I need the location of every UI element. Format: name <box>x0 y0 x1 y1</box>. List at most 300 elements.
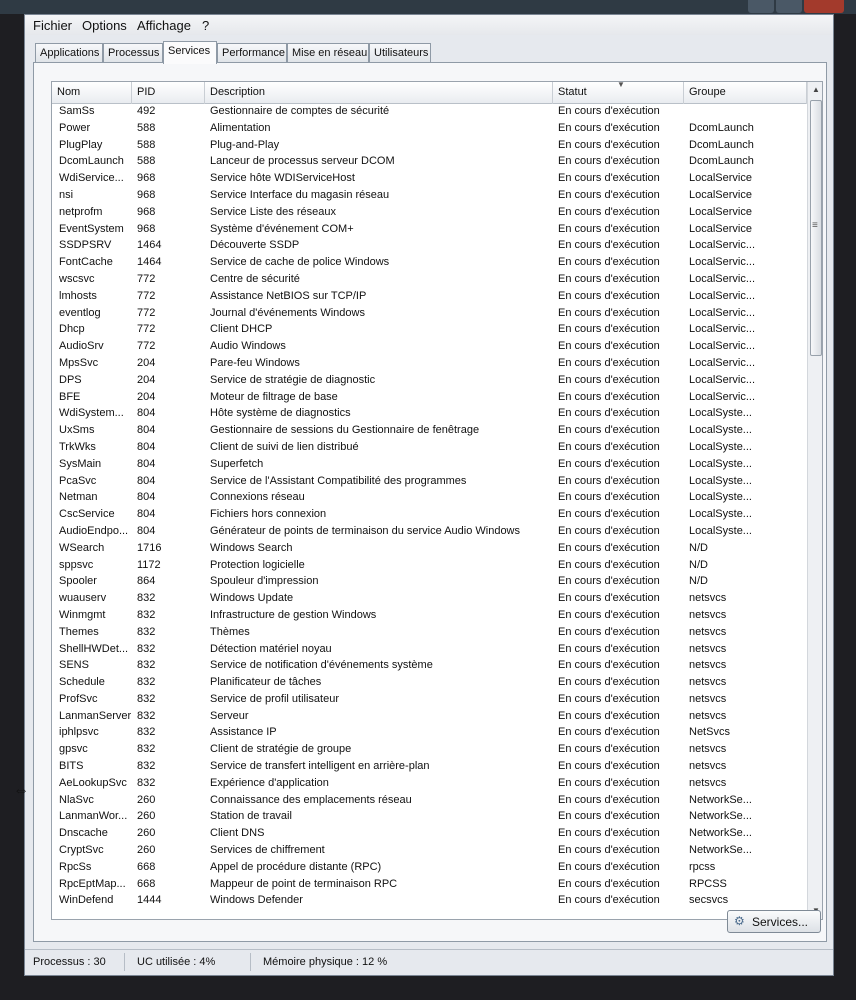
cell-group: DcomLaunch <box>689 155 754 168</box>
cell-pid: 588 <box>137 155 156 168</box>
cell-description: Générateur de points de terminaison du service Audio Windows <box>210 524 521 537</box>
cell-status: En cours d'exécution <box>558 390 660 403</box>
cell-description: Service de transfert intelligent en arrière-plan <box>210 760 430 773</box>
cell-description: Infrastructure de gestion Windows <box>210 608 377 621</box>
cell-status: En cours d'exécution <box>558 743 660 756</box>
status-cpu: UC utilisée : 4% <box>137 956 216 968</box>
column-header-pid[interactable]: PID <box>132 82 205 104</box>
cell-description: Spouleur d'impression <box>210 575 319 588</box>
status-divider <box>124 953 125 971</box>
table-row[interactable] <box>52 373 807 390</box>
cell-name: Schedule <box>59 676 105 689</box>
cell-description: Alimentation <box>210 121 271 134</box>
cell-group: LocalServic... <box>689 256 756 269</box>
cell-description: Service de stratégie de diagnostic <box>210 373 376 386</box>
cell-name: PlugPlay <box>59 138 103 151</box>
table-row[interactable] <box>52 692 807 709</box>
cell-pid: 968 <box>137 172 156 185</box>
cell-pid: 968 <box>137 222 156 235</box>
cell-group: LocalSyste... <box>689 407 752 420</box>
table-row[interactable] <box>52 877 807 894</box>
task-manager-window <box>24 14 834 976</box>
table-row[interactable] <box>52 154 807 171</box>
services-button-label: Services... <box>752 915 809 929</box>
tab-networking[interactable]: Mise en réseau <box>287 43 369 63</box>
cell-description: Détection matériel noyau <box>210 642 332 655</box>
cell-status: En cours d'exécution <box>558 188 660 201</box>
cell-pid: 772 <box>137 306 156 319</box>
cell-pid: 804 <box>137 424 156 437</box>
scroll-up-icon[interactable]: ▲ <box>812 85 820 94</box>
table-row[interactable] <box>52 574 807 591</box>
cell-group: LocalServic... <box>689 239 756 252</box>
cell-pid: 772 <box>137 289 156 302</box>
cell-status: En cours d'exécution <box>558 676 660 689</box>
cell-name: AeLookupSvc <box>59 776 127 789</box>
cell-status: En cours d'exécution <box>558 877 660 890</box>
cell-status: En cours d'exécution <box>558 608 660 621</box>
cell-status: En cours d'exécution <box>558 491 660 504</box>
table-row[interactable] <box>52 608 807 625</box>
cell-pid: 1444 <box>137 894 162 907</box>
cell-pid: 832 <box>137 625 156 638</box>
table-row[interactable] <box>52 339 807 356</box>
cell-group: LocalServic... <box>689 356 756 369</box>
column-header-group[interactable]: Groupe <box>684 82 807 104</box>
cell-group: LocalService <box>689 205 752 218</box>
grip-icon: ≡ <box>812 220 818 231</box>
cell-name: WdiSystem... <box>59 407 124 420</box>
cell-group: secsvcs <box>689 894 729 907</box>
cell-group: LocalServic... <box>689 340 756 353</box>
cell-name: sppsvc <box>59 558 94 571</box>
table-row[interactable] <box>52 725 807 742</box>
cell-status: En cours d'exécution <box>558 138 660 151</box>
cell-pid: 1716 <box>137 541 162 554</box>
cell-group: LocalSyste... <box>689 474 752 487</box>
cell-pid: 204 <box>137 390 156 403</box>
cell-status: En cours d'exécution <box>558 356 660 369</box>
cell-pid: 832 <box>137 776 156 789</box>
table-row[interactable] <box>52 306 807 323</box>
cell-description: Windows Defender <box>210 894 303 907</box>
cell-name: SamSs <box>59 105 95 117</box>
cell-name: NlaSvc <box>59 793 94 806</box>
cell-pid: 832 <box>137 642 156 655</box>
cell-status: En cours d'exécution <box>558 222 660 235</box>
table-row[interactable] <box>52 457 807 474</box>
cell-description: Service hôte WDIServiceHost <box>210 172 355 185</box>
table-row[interactable] <box>52 776 807 793</box>
tab-performance[interactable]: Performance <box>217 43 287 63</box>
cell-description: Audio Windows <box>210 340 286 353</box>
table-row[interactable] <box>52 474 807 491</box>
cell-description: Service de profil utilisateur <box>210 692 340 705</box>
cell-status: En cours d'exécution <box>558 508 660 521</box>
status-divider <box>250 953 251 971</box>
cell-description: Service de l'Assistant Compatibilité des programmes <box>210 474 467 487</box>
table-row[interactable] <box>52 793 807 810</box>
cell-name: Dnscache <box>59 827 108 840</box>
table-row[interactable] <box>52 893 807 910</box>
table-row[interactable] <box>52 255 807 272</box>
cell-group: LocalService <box>689 188 752 201</box>
table-row[interactable] <box>52 390 807 407</box>
cell-status: En cours d'exécution <box>558 272 660 285</box>
cell-group: N/D <box>689 558 708 571</box>
table-row[interactable] <box>52 171 807 188</box>
cell-pid: 668 <box>137 877 156 890</box>
menu-view[interactable]: Affichage <box>137 18 191 33</box>
cell-name: PcaSvc <box>59 474 97 487</box>
cell-group: LocalSyste... <box>689 457 752 470</box>
table-row[interactable] <box>52 759 807 776</box>
window-titlebar <box>0 0 856 14</box>
cell-description: Services de chiffrement <box>210 844 325 857</box>
cell-status: En cours d'exécution <box>558 155 660 168</box>
cell-name: Spooler <box>59 575 97 588</box>
cell-status: En cours d'exécution <box>558 625 660 638</box>
cell-status: En cours d'exécution <box>558 793 660 806</box>
cell-pid: 260 <box>137 810 156 823</box>
table-row[interactable] <box>52 289 807 306</box>
list-rows <box>52 104 807 919</box>
cell-name: LanmanServer <box>59 709 132 722</box>
table-row[interactable] <box>52 238 807 255</box>
cell-description: Superfetch <box>210 457 264 470</box>
cell-group: LocalServic... <box>689 289 756 302</box>
cell-status: En cours d'exécution <box>558 810 660 823</box>
table-row[interactable] <box>52 104 807 121</box>
table-row[interactable] <box>52 860 807 877</box>
cell-description: Moteur de filtrage de base <box>210 390 338 403</box>
cell-name: eventlog <box>59 306 101 319</box>
cell-group: netsvcs <box>689 592 727 605</box>
cell-pid: 772 <box>137 323 156 336</box>
menu-bar <box>25 15 833 35</box>
table-row[interactable] <box>52 188 807 205</box>
menu-help[interactable]: ? <box>202 18 210 33</box>
cell-status: En cours d'exécution <box>558 340 660 353</box>
cell-name: Dhcp <box>59 323 85 336</box>
cell-pid: 804 <box>137 440 156 453</box>
cell-name: Netman <box>59 491 98 504</box>
maximize-button[interactable] <box>776 0 802 13</box>
cell-group: netsvcs <box>689 625 727 638</box>
cell-pid: 1464 <box>137 239 162 252</box>
cell-description: Gestionnaire de sessions du Gestionnaire de fenêtrage <box>210 424 480 437</box>
cell-pid: 804 <box>137 491 156 504</box>
cell-group: LocalService <box>689 172 752 185</box>
table-row[interactable] <box>52 709 807 726</box>
cell-description: Journal d'événements Windows <box>210 306 365 319</box>
menu-options[interactable]: Options <box>82 18 127 33</box>
cell-pid: 588 <box>137 138 156 151</box>
cell-group: NetworkSe... <box>689 810 752 823</box>
cell-group: NetSvcs <box>689 726 730 739</box>
cell-name: Power <box>59 121 91 134</box>
cell-name: WinDefend <box>59 894 114 907</box>
table-row[interactable] <box>52 524 807 541</box>
table-row[interactable] <box>52 642 807 659</box>
cell-name: Winmgmt <box>59 608 106 621</box>
cell-pid: 832 <box>137 608 156 621</box>
cell-name: CscService <box>59 508 115 521</box>
cell-pid: 1464 <box>137 256 162 269</box>
cell-group: netsvcs <box>689 709 727 722</box>
scroll-thumb[interactable] <box>810 100 822 356</box>
cell-name: MpsSvc <box>59 356 99 369</box>
cell-description: Lanceur de processus serveur DCOM <box>210 155 395 168</box>
cell-description: Client de suivi de lien distribué <box>210 440 359 453</box>
table-row[interactable] <box>52 490 807 507</box>
cell-description: Windows Update <box>210 592 294 605</box>
cell-group: LocalSyste... <box>689 491 752 504</box>
cell-status: En cours d'exécution <box>558 692 660 705</box>
services-button[interactable] <box>727 910 821 933</box>
cell-description: Service Interface du magasin réseau <box>210 188 390 201</box>
table-row[interactable] <box>52 272 807 289</box>
tab-services[interactable]: Services <box>163 41 217 64</box>
cell-pid: 832 <box>137 726 156 739</box>
cell-pid: 1172 <box>137 558 161 571</box>
cell-description: Assistance NetBIOS sur TCP/IP <box>210 289 367 302</box>
table-row[interactable] <box>52 507 807 524</box>
cell-group: N/D <box>689 575 708 588</box>
cell-pid: 772 <box>137 340 156 353</box>
column-header-status[interactable]: Statut <box>553 82 684 104</box>
cell-pid: 260 <box>137 793 156 806</box>
cell-pid: 204 <box>137 373 156 386</box>
cell-group: LocalSyste... <box>689 440 752 453</box>
table-row[interactable] <box>52 406 807 423</box>
table-row[interactable] <box>52 843 807 860</box>
cell-description: Planificateur de tâches <box>210 676 322 689</box>
cell-description: Mappeur de point de terminaison RPC <box>210 877 398 890</box>
cell-group: LocalSyste... <box>689 424 752 437</box>
cell-pid: 804 <box>137 508 156 521</box>
cell-name: SENS <box>59 659 89 672</box>
cell-status: En cours d'exécution <box>558 760 660 773</box>
tab-applications[interactable]: Applications <box>35 43 103 63</box>
cell-description: Appel de procédure distante (RPC) <box>210 860 382 873</box>
cell-name: DPS <box>59 373 82 386</box>
cell-pid: 588 <box>137 121 156 134</box>
cell-status: En cours d'exécution <box>558 558 660 571</box>
cell-status: En cours d'exécution <box>558 894 660 907</box>
table-row[interactable] <box>52 591 807 608</box>
cell-status: En cours d'exécution <box>558 776 660 789</box>
cell-description: Service de cache de police Windows <box>210 256 390 269</box>
cell-status: En cours d'exécution <box>558 172 660 185</box>
table-row[interactable] <box>52 121 807 138</box>
cell-name: TrkWks <box>59 440 96 453</box>
cell-name: AudioSrv <box>59 340 104 353</box>
table-row[interactable] <box>52 541 807 558</box>
cell-pid: 260 <box>137 844 156 857</box>
cell-status: En cours d'exécution <box>558 827 660 840</box>
cell-description: Hôte système de diagnostics <box>210 407 351 420</box>
cell-group: netsvcs <box>689 659 727 672</box>
table-row[interactable] <box>52 826 807 843</box>
cell-name: FontCache <box>59 256 113 269</box>
cell-description: Centre de sécurité <box>210 272 300 285</box>
table-row[interactable] <box>52 423 807 440</box>
cell-group: netsvcs <box>689 743 727 756</box>
sort-down-icon: ▼ <box>617 81 625 89</box>
cell-status: En cours d'exécution <box>558 457 660 470</box>
cell-name: DcomLaunch <box>59 155 124 168</box>
tab-users[interactable]: Utilisateurs <box>369 43 431 63</box>
cell-group: NetworkSe... <box>689 844 752 857</box>
cell-description: Station de travail <box>210 810 292 823</box>
cell-group: LocalSyste... <box>689 524 752 537</box>
cell-description: Connaissance des emplacements réseau <box>210 793 412 806</box>
column-header-name[interactable]: Nom <box>52 82 132 104</box>
cell-group: LocalServic... <box>689 323 756 336</box>
table-row[interactable] <box>52 742 807 759</box>
status-memory: Mémoire physique : 12 % <box>263 956 388 968</box>
cell-name: nsi <box>59 188 74 201</box>
cell-name: BITS <box>59 760 84 773</box>
cell-name: wscsvc <box>59 272 95 285</box>
cell-description: Pare-feu Windows <box>210 356 300 369</box>
cell-description: Assistance IP <box>210 726 277 739</box>
cell-name: SSDPSRV <box>59 239 112 252</box>
cell-group: netsvcs <box>689 776 727 789</box>
cell-status: En cours d'exécution <box>558 541 660 554</box>
cell-group: netsvcs <box>689 608 727 621</box>
table-row[interactable] <box>52 205 807 222</box>
table-row[interactable] <box>52 675 807 692</box>
cell-group: LocalServic... <box>689 373 756 386</box>
cell-name: AudioEndpo... <box>59 524 129 537</box>
cell-pid: 492 <box>137 105 156 117</box>
cell-name: BFE <box>59 390 81 403</box>
cell-name: RpcSs <box>59 860 92 873</box>
cell-name: wuauserv <box>59 592 107 605</box>
cell-name: iphlpsvc <box>59 726 99 739</box>
cell-name: LanmanWor... <box>59 810 128 823</box>
cell-pid: 668 <box>137 860 156 873</box>
cell-name: lmhosts <box>59 289 97 302</box>
cell-pid: 772 <box>137 272 156 285</box>
cell-pid: 832 <box>137 676 156 689</box>
vertical-scrollbar[interactable] <box>807 82 823 919</box>
tab-processes[interactable]: Processus <box>103 43 163 63</box>
cell-description: Expérience d'application <box>210 776 329 789</box>
cell-status: En cours d'exécution <box>558 205 660 218</box>
cell-description: Client de stratégie de groupe <box>210 743 352 756</box>
cell-description: Découverte SSDP <box>210 239 300 252</box>
cell-pid: 832 <box>137 743 156 756</box>
cell-name: ShellHWDet... <box>59 642 129 655</box>
cell-group: NetworkSe... <box>689 793 752 806</box>
cell-status: En cours d'exécution <box>558 474 660 487</box>
cell-status: En cours d'exécution <box>558 659 660 672</box>
cell-description: Connexions réseau <box>210 491 305 504</box>
cell-group: RPCSS <box>689 877 727 890</box>
cell-pid: 832 <box>137 692 156 705</box>
cell-status: En cours d'exécution <box>558 844 660 857</box>
cell-status: En cours d'exécution <box>558 424 660 437</box>
cell-pid: 204 <box>137 356 156 369</box>
cell-group: netsvcs <box>689 642 727 655</box>
cell-status: En cours d'exécution <box>558 592 660 605</box>
close-button[interactable] <box>804 0 844 13</box>
cell-description: Serveur <box>210 709 249 722</box>
minimize-button[interactable] <box>748 0 774 13</box>
table-row[interactable] <box>52 322 807 339</box>
cell-pid: 804 <box>137 474 156 487</box>
cell-status: En cours d'exécution <box>558 726 660 739</box>
cell-group: NetworkSe... <box>689 827 752 840</box>
cell-status: En cours d'exécution <box>558 105 660 117</box>
cell-group: netsvcs <box>689 760 727 773</box>
cell-description: Protection logicielle <box>210 558 305 571</box>
cell-name: WdiService... <box>59 172 124 185</box>
cell-pid: 804 <box>137 407 156 420</box>
table-row[interactable] <box>52 658 807 675</box>
table-row[interactable] <box>52 625 807 642</box>
cell-group: LocalServic... <box>689 272 756 285</box>
cell-description: Client DNS <box>210 827 265 840</box>
cell-status: En cours d'exécution <box>558 709 660 722</box>
cell-pid: 832 <box>137 709 156 722</box>
cell-status: En cours d'exécution <box>558 407 660 420</box>
table-row[interactable] <box>52 440 807 457</box>
cell-pid: 968 <box>137 205 156 218</box>
list-header <box>52 82 807 104</box>
cell-pid: 832 <box>137 760 156 773</box>
menu-file[interactable]: Fichier <box>33 18 73 33</box>
services-panel <box>33 62 827 942</box>
table-row[interactable] <box>52 809 807 826</box>
cell-name: WSearch <box>59 541 105 554</box>
cell-name: netprofm <box>59 205 103 218</box>
table-row[interactable] <box>52 558 807 575</box>
resize-cursor-icon: ⇔ <box>13 782 29 799</box>
cell-group: LocalServic... <box>689 390 756 403</box>
cell-description: Client DHCP <box>210 323 273 336</box>
services-list[interactable] <box>51 81 823 920</box>
cell-description: Gestionnaire de comptes de sécurité <box>210 105 390 117</box>
cell-name: ProfSvc <box>59 692 98 705</box>
cell-pid: 864 <box>137 575 156 588</box>
cell-pid: 832 <box>137 659 156 672</box>
cell-pid: 260 <box>137 827 156 840</box>
cell-name: CryptSvc <box>59 844 104 857</box>
cell-group: N/D <box>689 541 708 554</box>
cell-name: SysMain <box>59 457 102 470</box>
table-row[interactable] <box>52 356 807 373</box>
cell-name: Themes <box>59 625 99 638</box>
cell-status: En cours d'exécution <box>558 440 660 453</box>
cell-description: Fichiers hors connexion <box>210 508 327 521</box>
table-row[interactable] <box>52 222 807 239</box>
cell-group: LocalServic... <box>689 306 756 319</box>
cell-status: En cours d'exécution <box>558 239 660 252</box>
table-row[interactable] <box>52 138 807 155</box>
cell-status: En cours d'exécution <box>558 524 660 537</box>
cell-status: En cours d'exécution <box>558 289 660 302</box>
cell-pid: 804 <box>137 457 156 470</box>
cell-description: Service de notification d'événements système <box>210 659 433 672</box>
cell-description: Système d'événement COM+ <box>210 222 354 235</box>
cell-status: En cours d'exécution <box>558 373 660 386</box>
cell-status: En cours d'exécution <box>558 642 660 655</box>
column-header-description[interactable]: Description <box>205 82 553 104</box>
